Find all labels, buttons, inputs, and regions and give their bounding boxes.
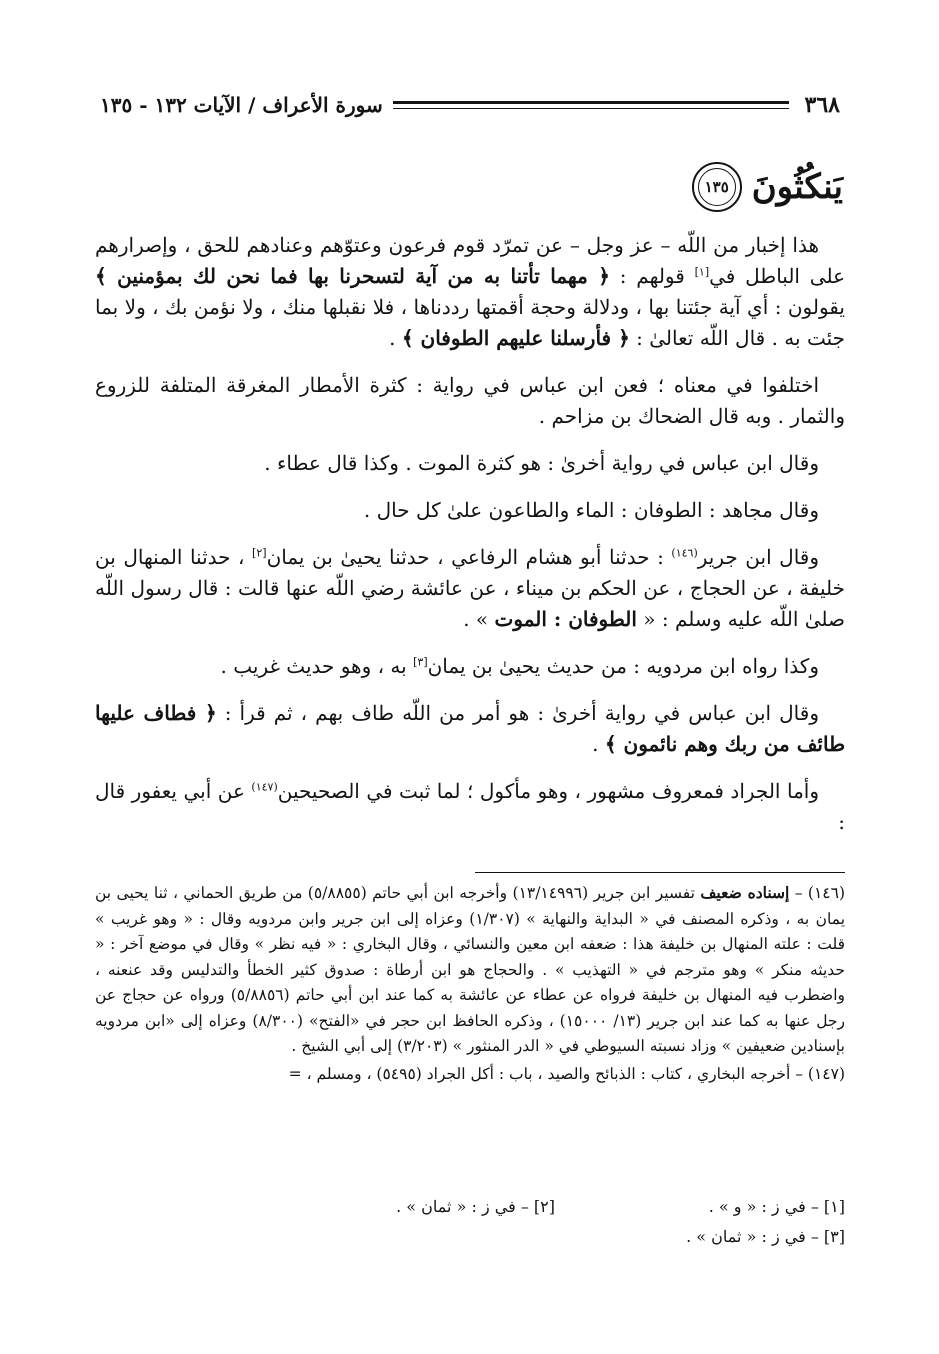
text-segment: ، حدثنا المنهال بن خليفة ، عن الحجاج ، عن الحكم بن ميناء ، عن عائشة رضي اللّه عنها قالت : قال رسول اللّه صلىٰ اللّه عليه وسلم : « [95,545,845,631]
text-segment: به ، وهو حديث غريب . [220,654,414,678]
text-segment: وقال ابن عباس في رواية أخرىٰ : هو أمر من اللّه طاف بهم ، ثم قرأ : [216,701,819,725]
manuscript-note: [١] – في ز : « و » . [708,1197,845,1216]
footnote-separator [475,872,845,873]
surah-title: سورة الأعراف / الآيات ١٣٢ - ١٣٥ [100,93,383,117]
text-segment: يقولون : أي آية جئتنا بها ، ودلالة وحجة أقمتها رددناها ، فلا نقبلها منك ، ولا نؤمن بك ، ولا بما جئت به . قال اللّه تعالىٰ : [95,295,845,350]
text-segment: وكذا رواه ابن مردويه : من حديث يحيىٰ بن يمان [427,654,819,678]
text-segment: قولهم : [609,264,695,288]
quoted-text: ﴿ فطاف عليها طائف من ربك وهم نائمون ﴾ [95,701,845,756]
paragraph [95,495,845,526]
footnotes [95,880,845,1089]
paragraph [95,698,845,760]
manuscript-note: [٢] – في ز : « ثمان » . [396,1197,555,1216]
paragraph [95,776,845,838]
text-segment: عن أبي يعفور قال : [95,779,845,834]
reference-marker: (١٤٧) [251,780,278,794]
verse-word: يَنكُثُونَ [751,167,843,207]
ayah-number: ١٣٥ [704,178,729,196]
quoted-text: ﴿ فأرسلنا عليهم الطوفان ﴾ [401,326,630,350]
page-number: ٣٦٨ [804,92,840,118]
quoted-text: الطوفان : الموت [494,607,637,631]
text-segment: (١٤٧) – أخرجه البخاري ، كتاب : الذبائح والصيد ، باب : أكل الجراد (٥٤٩٥) ، ومسلم ، = [288,1064,845,1083]
paragraph [95,230,845,354]
text-segment: وقال مجاهد : الطوفان : الماء والطاعون علىٰ كل حال . [363,498,819,522]
paragraph [95,448,845,479]
text-segment: . [592,732,605,756]
reference-marker: [١] [694,265,710,279]
text-segment: (١٤٦) – [789,884,846,902]
paragraph [95,651,845,682]
text-segment: تفسير ابن جرير (١٣/١٤٩٩٦) وأخرجه ابن أبي حاتم (٥/٨٨٥٥) من طريق الحماني ، ثنا يحيى بن يمان به ، وذكره المصنف في « البداية والنهاية » (١/٣٠٧) وعزاه إلى ابن جرير وابن مردويه وقال : « وهو غريب » قلت : علته المنهال بن خليفة هذا : ضعفه ابن معين والنسائي ، وقال البخاري : « فيه نظر » وقال في موضع آخر : « حديثه منكر » وهو مترجم في « التهذيب » . والحجاج هو ابن أرطاة : صدوق كثير الخطأ والتدليس وقد عنعنه ، واضطرب فيه المنهال بن خليفة فرواه عن عطاء عن عائشة به كما عند ابن أبي حاتم (٥/٨٨٥٦) ورواه عن حجاج عن رجل عنها به كما عند ابن جرير (١٣/ ١٥٠٠٠) ، وذكره الحافظ ابن حجر في «الفتح» (٨/٣٠٠) وعزاه إلى «ابن مردويه بإسنادين ضعيفين » وزاد نسبته السيوطي في « الدر المنثور » (٣/٢٠٣) إلى أبي الشيخ . [95,884,846,1055]
reference-marker: (١٤٦) [671,546,698,560]
text-segment: وأما الجراد فمعروف مشهور ، وهو مأكول ؛ لما ثبت في الصحيحين [277,779,819,803]
text-segment: : حدثنا أبو هشام الرفاعي ، حدثنا يحيىٰ بن يمان [266,545,672,569]
ayah-number-marker [692,162,742,212]
manuscript-notes [95,1192,845,1252]
header-rule [393,101,789,109]
manuscript-notes-row [95,1192,845,1222]
reference-marker: [٢] [252,546,267,560]
quoted-text: ﴿ مهما تأتنا به من آية لتسحرنا بها فما نحن لك بمؤمنين ﴾ [95,264,610,288]
running-header [100,88,840,122]
text-segment: . [389,326,402,350]
manuscript-note: [٣] – في ز : « ثمان » . [686,1227,845,1246]
reference-marker: [٣] [413,655,428,669]
commentary-body [95,230,845,854]
quoted-text: إسناده ضعيف [700,883,790,902]
text-segment: وقال ابن عباس في رواية أخرىٰ : هو كثرة الموت . وكذا قال عطاء . [264,451,819,475]
footnote [95,880,845,1060]
text-segment: » . [463,607,495,631]
footnote [95,1062,845,1088]
text-segment: هذا إخبار من اللّه – عز وجل – عن تمرّد قوم فرعون وعتوّهم وعنادهم للحق ، وإصرارهم على الباطل في [95,233,846,288]
manuscript-notes-row [95,1222,845,1252]
text-segment: اختلفوا في معناه ؛ فعن ابن عباس في رواية : كثرة الأمطار المغرقة المتلفة للزروع والثمار . وبه قال الضحاك بن مزاحم . [95,373,845,428]
paragraph [95,370,845,432]
text-segment: وقال ابن جرير [697,545,820,569]
verse-ending [692,162,843,212]
paragraph [95,542,845,635]
